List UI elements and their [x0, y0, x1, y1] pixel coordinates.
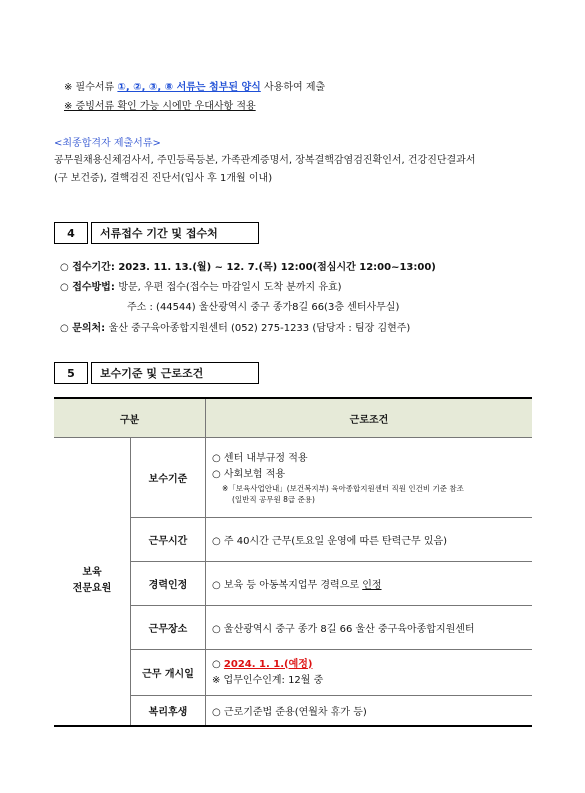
final-docs-line2: (구 보건증), 결핵검진 진단서(입사 후 1개월 이내) — [54, 173, 273, 184]
receipt-method: ○ 접수방법: 방문, 우편 접수(접수는 마감일시 도착 분까지 유효) — [60, 282, 342, 293]
pay-label: 보수기준 — [131, 438, 206, 518]
hours-content: ○ 주 40시간 근무(토요일 운영에 따른 탄력근무 있음) — [206, 518, 533, 562]
place-content: ○ 울산광역시 중구 종가 8길 66 울산 중구육아종합지원센터 — [206, 606, 533, 650]
note-required-docs: ※ 필수서류 ①, ②, ③, ⑧ 서류는 첨부된 양식 사용하여 제출 — [64, 82, 326, 93]
receipt-address: 주소 : (44544) 울산광역시 중구 종가8길 66(3층 센터사무실) — [127, 302, 400, 313]
header-category: 구분 — [54, 398, 206, 438]
section-5-header — [54, 362, 259, 384]
welfare-label: 복리후생 — [131, 696, 206, 726]
category-cell — [54, 438, 131, 726]
section-4-title: 서류접수 기간 및 접수처 — [91, 222, 259, 244]
section-4-number: 4 — [54, 222, 88, 244]
table-row — [54, 438, 532, 518]
start-content: ○ 2024. 1. 1.(예정) ※ 업무인수인계: 12월 중 — [206, 650, 533, 696]
table-header-row — [54, 398, 532, 438]
note-highlight: ①, ②, ③, ⑧ 서류는 첨부된 양식 — [117, 82, 261, 93]
section-5-number: 5 — [54, 362, 88, 384]
start-label: 근무 개시일 — [131, 650, 206, 696]
hours-label: 근무시간 — [131, 518, 206, 562]
pay-content: ○ 센터 내부규정 적용 ○ 사회보험 적용 ※「보육사업안내」(보건복지부) 육아종합지원센터 직원 인건비 기준 참조 (일반직 공무원 8급 준용) — [206, 438, 533, 518]
note-evidence: ※ 증빙서류 확인 가능 시에만 우대사항 적용 — [64, 101, 256, 112]
career-label: 경력인정 — [131, 562, 206, 606]
place-label: 근무장소 — [131, 606, 206, 650]
receipt-period: ○ 접수기간: 2023. 11. 13.(월) ~ 12. 7.(목) 12:00(점심시간 12:00~13:00) — [60, 262, 436, 273]
section-5-title: 보수기준 및 근로조건 — [91, 362, 259, 384]
final-docs-line1: 공무원채용신체검사서, 주민등록등본, 가족관계증명서, 장복결핵감염검진확인서, 건강진단결과서 — [54, 155, 476, 166]
category-label: 보육 전문요원 — [72, 567, 112, 595]
welfare-content: ○ 근로기준법 준용(연월차 휴가 등) — [206, 696, 533, 726]
start-date: 2024. 1. 1.(예정) — [223, 658, 313, 670]
final-docs-heading: <최종합격자 제출서류> — [54, 138, 161, 149]
working-conditions-table — [54, 397, 532, 727]
section-4-header — [54, 222, 259, 244]
career-content: ○ 보육 등 아동복지업무 경력으로 인정 — [206, 562, 533, 606]
header-conditions: 근로조건 — [206, 398, 533, 438]
contact-info: ○ 문의처: 울산 중구육아종합지원센터 (052) 275-1233 (담당자 : 팀장 김현주) — [60, 323, 411, 334]
